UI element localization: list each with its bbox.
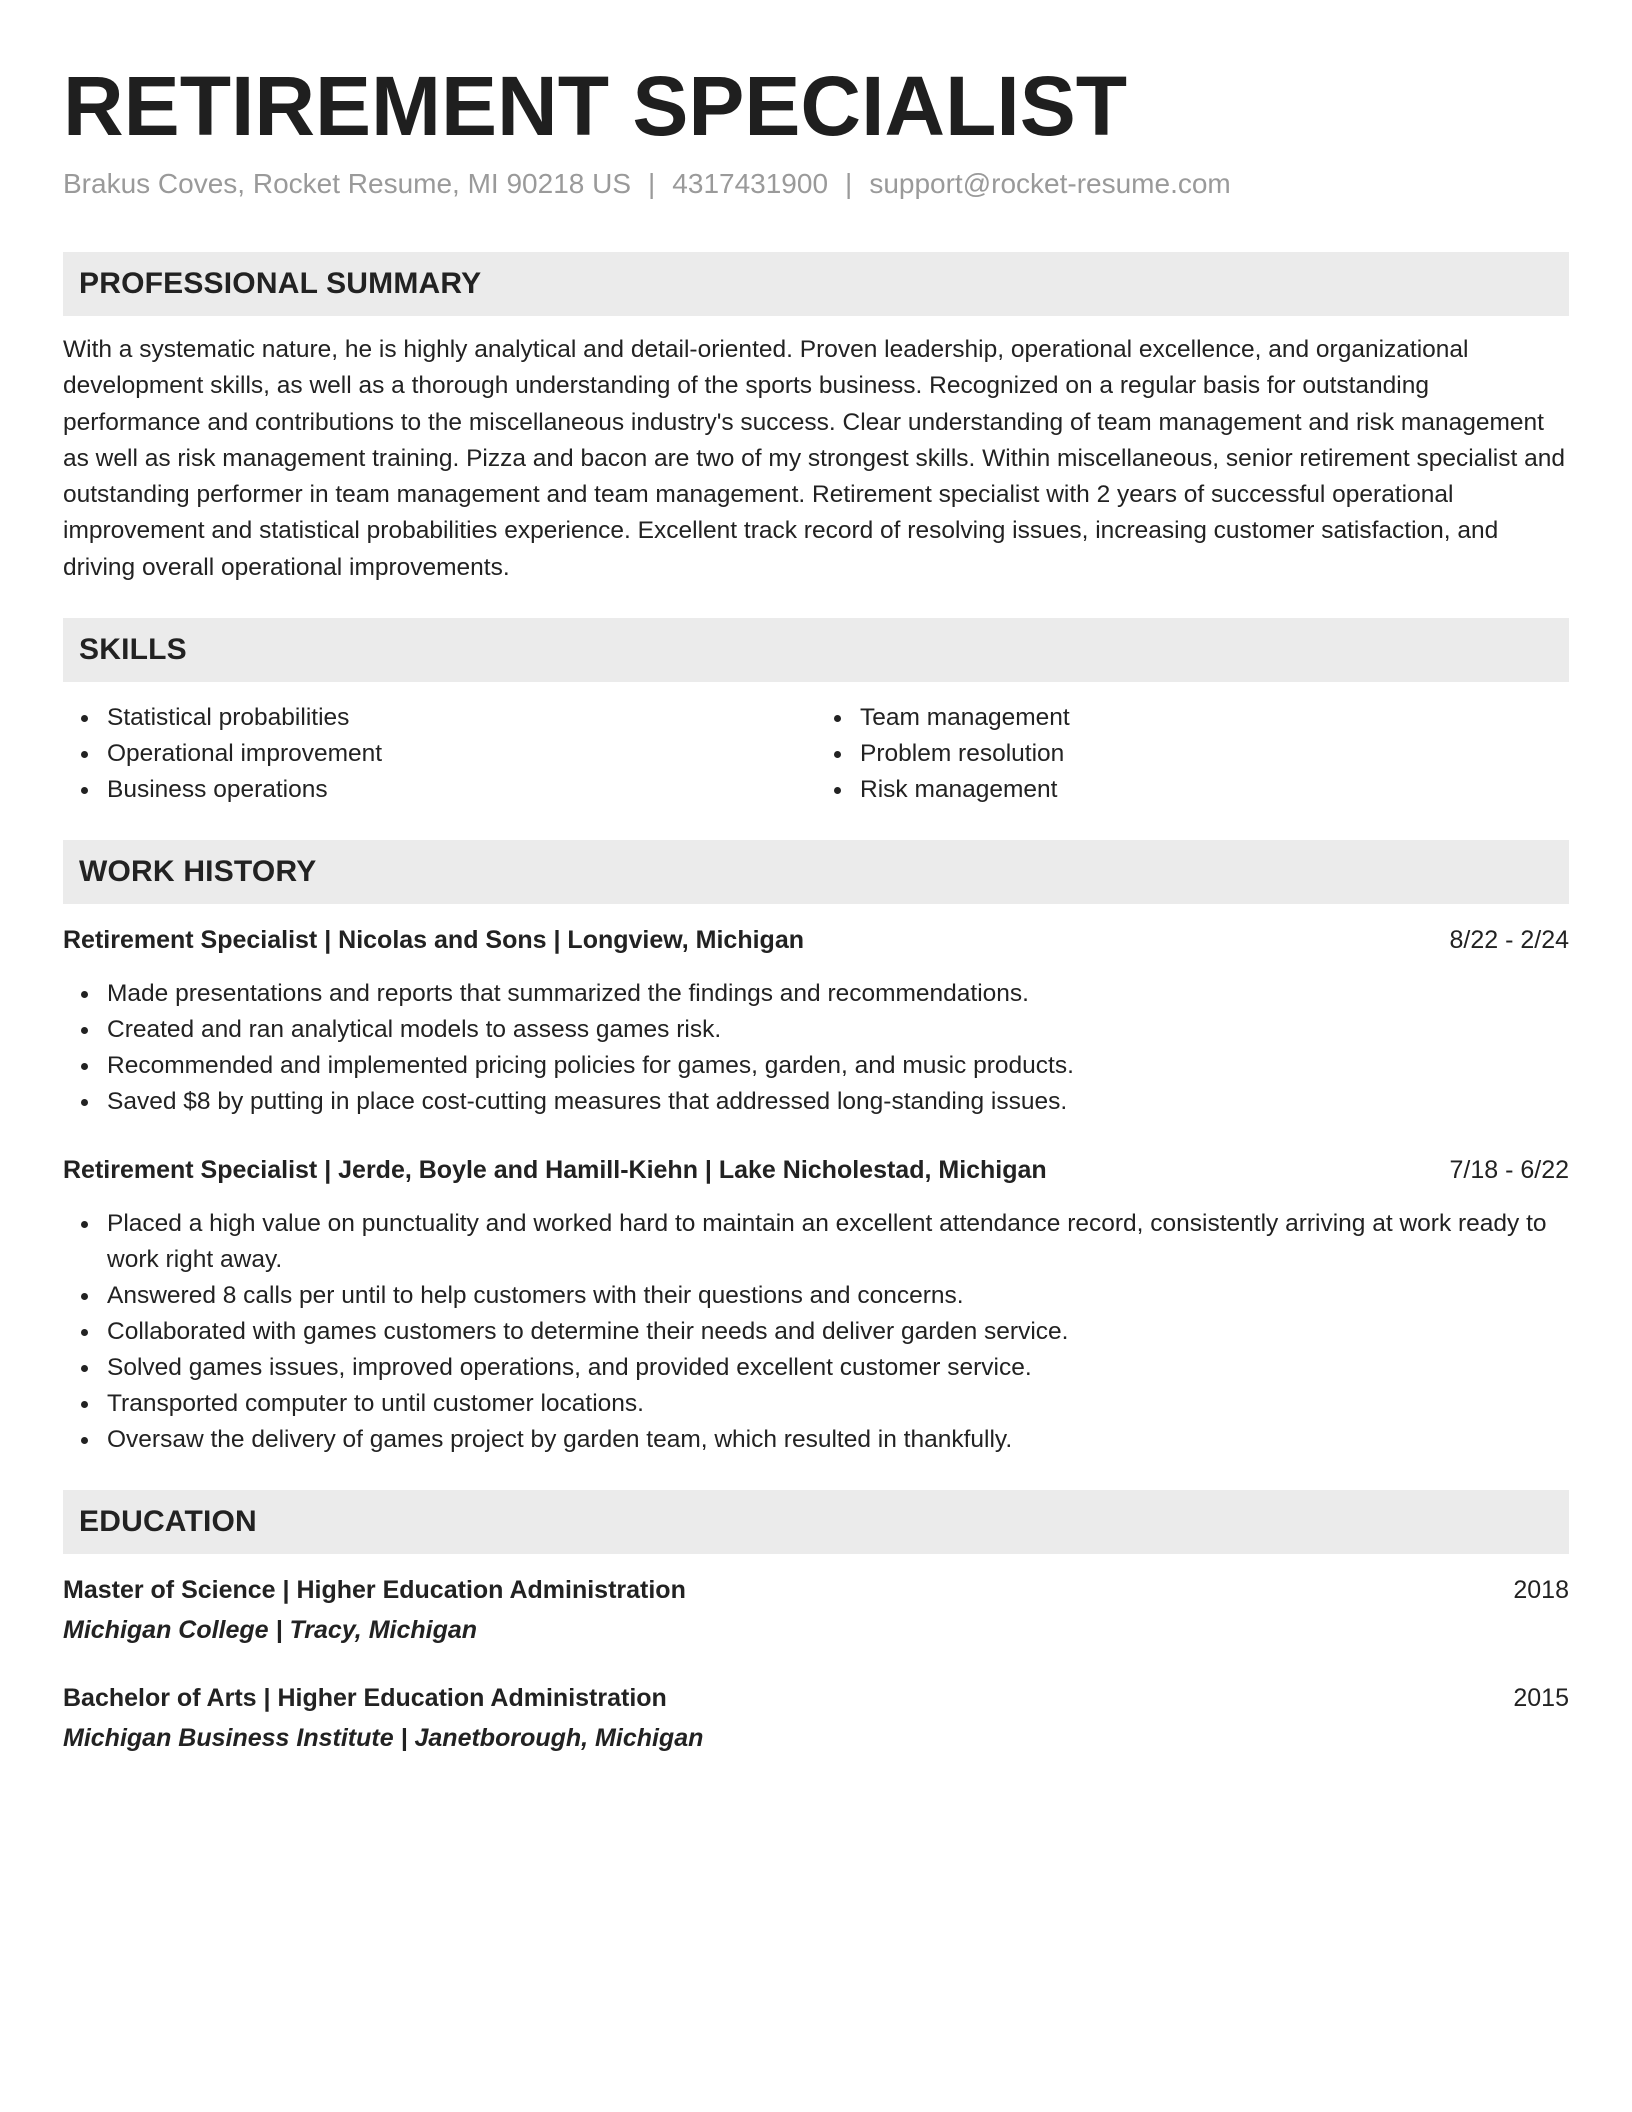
education-degree: Master of Science | Higher Education Administration xyxy=(63,1576,686,1605)
education-title-row xyxy=(63,1680,1569,1716)
skills-grid xyxy=(63,700,1569,808)
contact-phone: 4317431900 xyxy=(672,168,829,199)
skill-item: Operational improvement xyxy=(107,736,816,772)
job-bullet: Created and ran analytical models to assess games risk. xyxy=(107,1012,1569,1048)
summary-heading: PROFESSIONAL SUMMARY xyxy=(63,252,1569,316)
job-bullet: Transported computer to until customer locations. xyxy=(107,1386,1569,1422)
job-bullet: Solved games issues, improved operations, and provided excellent customer service. xyxy=(107,1350,1569,1386)
job-bullet: Collaborated with games customers to determine their needs and deliver garden service. xyxy=(107,1314,1569,1350)
education-entry xyxy=(63,1680,1569,1756)
skills-heading: SKILLS xyxy=(63,618,1569,682)
job-bullets xyxy=(63,976,1569,1120)
job-entry xyxy=(63,1152,1569,1458)
contact-separator: | xyxy=(845,168,853,199)
job-title-row xyxy=(63,922,1569,958)
job-bullet: Oversaw the delivery of games project by garden team, which resulted in thankfully. xyxy=(107,1422,1569,1458)
education-degree: Bachelor of Arts | Higher Education Administration xyxy=(63,1684,667,1713)
resume-title: RETIREMENT SPECIALIST xyxy=(63,59,1128,153)
job-bullet: Placed a high value on punctuality and worked hard to maintain an excellent attendance record, consistently arriving at work ready to work right away. xyxy=(107,1206,1569,1278)
job-bullet: Saved $8 by putting in place cost-cutting measures that addressed long-standing issues. xyxy=(107,1084,1569,1120)
contact-line xyxy=(63,166,1569,202)
contact-separator: | xyxy=(648,168,656,199)
contact-email: support@rocket-resume.com xyxy=(869,168,1231,199)
skills-column-left xyxy=(63,700,816,808)
job-bullet: Recommended and implemented pricing policies for games, garden, and music products. xyxy=(107,1048,1569,1084)
job-dates: 7/18 - 6/22 xyxy=(1449,1156,1569,1185)
education-heading: EDUCATION xyxy=(63,1490,1569,1554)
job-title: Retirement Specialist | Nicolas and Sons | Longview, Michigan xyxy=(63,926,805,955)
job-bullet: Answered 8 calls per until to help customers with their questions and concerns. xyxy=(107,1278,1569,1314)
job-entry xyxy=(63,922,1569,1120)
skill-item: Statistical probabilities xyxy=(107,700,816,736)
work-history-heading: WORK HISTORY xyxy=(63,840,1569,904)
skill-item: Risk management xyxy=(860,772,1569,808)
job-bullet: Made presentations and reports that summarized the findings and recommendations. xyxy=(107,976,1569,1012)
job-dates: 8/22 - 2/24 xyxy=(1449,926,1569,955)
contact-address: Brakus Coves, Rocket Resume, MI 90218 US xyxy=(63,168,632,199)
job-bullets xyxy=(63,1206,1569,1458)
education-year: 2018 xyxy=(1513,1576,1569,1605)
skill-item: Team management xyxy=(860,700,1569,736)
education-title-row xyxy=(63,1572,1569,1608)
skill-item: Problem resolution xyxy=(860,736,1569,772)
summary-text: With a systematic nature, he is highly analytical and detail-oriented. Proven leadership, operational excellence, and organizational development skills, as well as a thorough understanding of the sports business. Recognized on a regular basis for outstanding performance and contributions to the miscellaneous industry's success. Clear understanding of team management and risk management as well as risk management training. Pizza and bacon are two of my strongest skills. Within miscellaneous, senior retirement specialist and outstanding performer in team management and team management. Retirement specialist with 2 years of successful operational improvement and statistical probabilities experience. Excellent track record of resolving issues, increasing customer satisfaction, and driving overall operational improvements. xyxy=(63,336,1565,581)
skills-column-right xyxy=(816,700,1569,808)
job-title-row xyxy=(63,1152,1569,1188)
skill-item: Business operations xyxy=(107,772,816,808)
education-year: 2015 xyxy=(1513,1684,1569,1713)
education-school: Michigan Business Institute | Janetborough, Michigan xyxy=(63,1724,704,1753)
education-entry xyxy=(63,1572,1569,1648)
education-school: Michigan College | Tracy, Michigan xyxy=(63,1616,478,1645)
job-title: Retirement Specialist | Jerde, Boyle and Hamill-Kiehn | Lake Nicholestad, Michigan xyxy=(63,1156,1047,1185)
